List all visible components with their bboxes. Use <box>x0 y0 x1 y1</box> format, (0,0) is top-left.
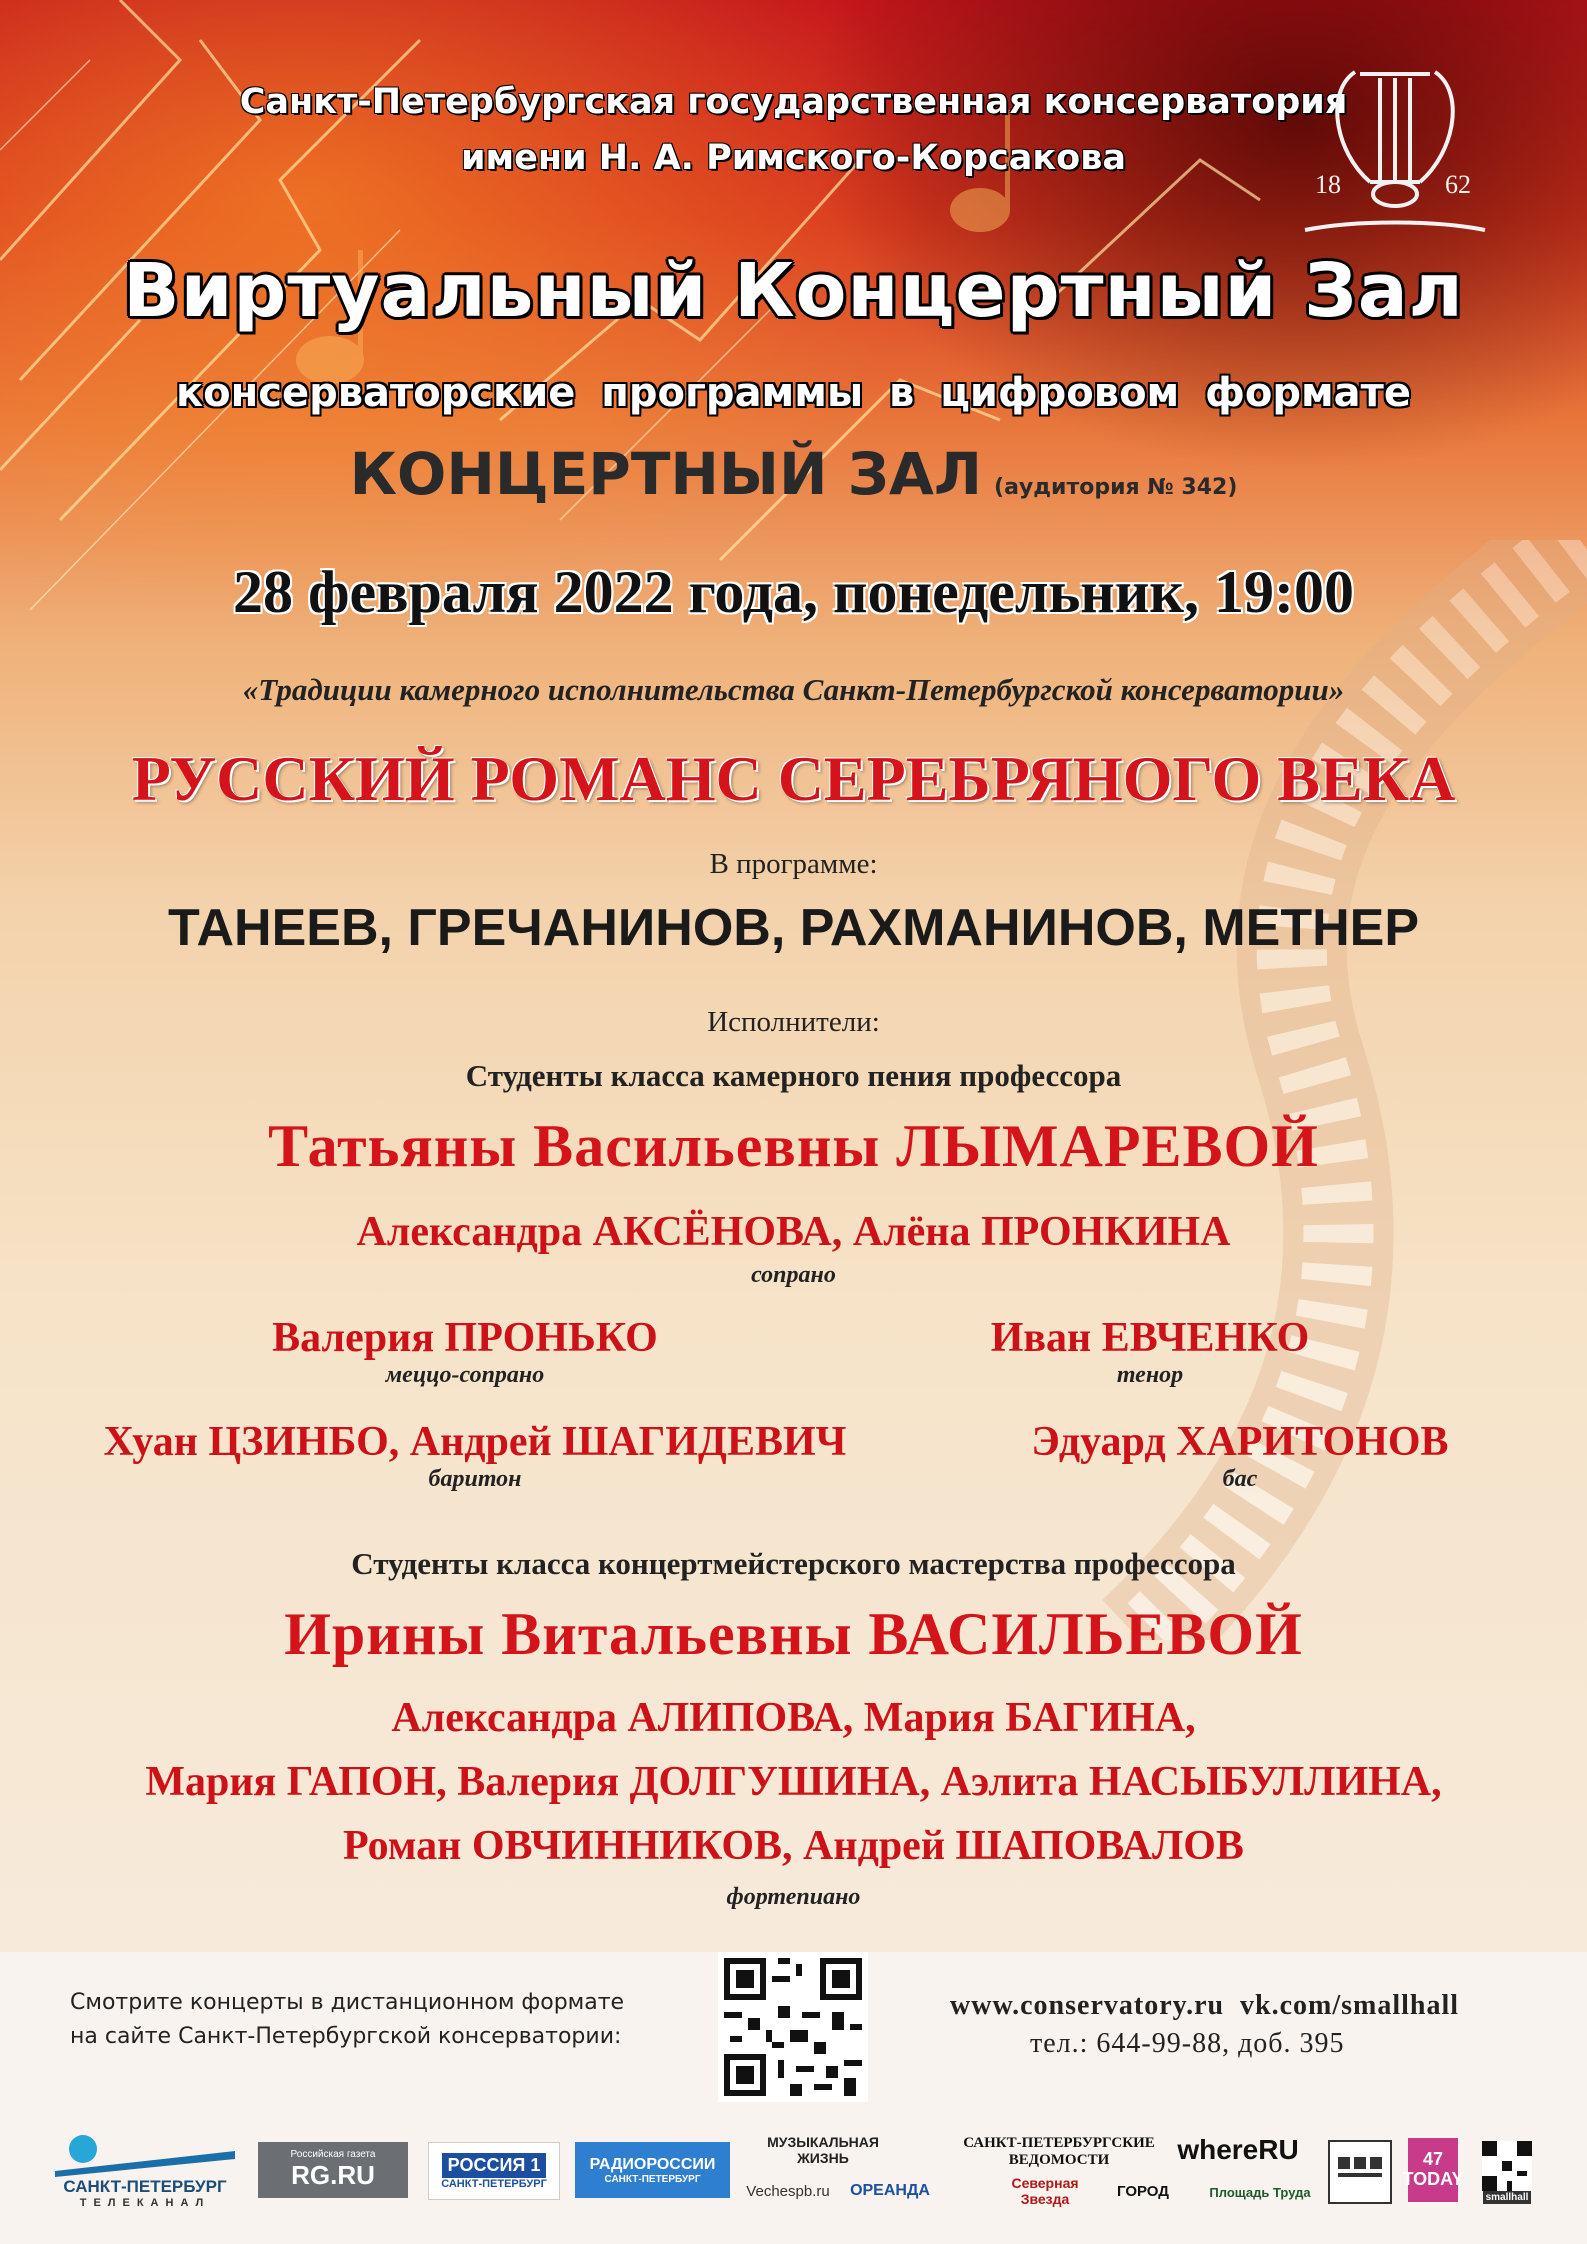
logo-47-today: 47 TODAY <box>1408 2138 1458 2202</box>
concert-title: РУССКИЙ РОМАНС СЕРЕБРЯНОГО ВЕКА <box>131 743 1456 814</box>
grid-logo-icon <box>1338 2157 1382 2187</box>
hall-name-text: КОНЦЕРТНЫЙ ЗАЛ <box>349 440 983 508</box>
phone-number: тел.: 644-99-88, доб. 395 <box>1030 2028 1345 2059</box>
smallhall-label: smallhall <box>1483 2191 1532 2204</box>
performers-label: Исполнители: <box>707 1006 880 1038</box>
watch-online-line1: Смотрите концерты в дистанционном формате <box>70 1990 625 2015</box>
spb-tv-name: САНКТ-ПЕТЕРБУРГ <box>63 2177 227 2196</box>
rg-top: Российская газета <box>290 2149 376 2160</box>
auditorium-number: (аудитория № 342) <box>994 475 1238 500</box>
soprano-label: сопрано <box>751 1262 836 1288</box>
spb-tv-logo-icon <box>55 2131 235 2177</box>
virtual-hall-title: Виртуальный Концертный Зал <box>123 248 1464 334</box>
watch-online-line2: на сайте Санкт-Петербургской консерватории: <box>70 2024 622 2049</box>
bass-names: Эдуард ХАРИТОНОВ <box>1031 1419 1449 1465</box>
vocal-professor-name: Татьяны Васильевны ЛЫМАРЕВОЙ <box>268 1113 1319 1179</box>
logo-oreanda: ОРЕАНДА <box>850 2182 930 2199</box>
logo-rg <box>258 2142 408 2198</box>
small-qr-icon <box>1482 2141 1532 2191</box>
hall-name <box>0 440 1587 508</box>
spb-tv-sub: ТЕЛЕКАНАЛ <box>79 2197 211 2209</box>
composers-list: ТАНЕЕВ, ГРЕЧАНИНОВ, РАХМАНИНОВ, МЕТНЕР <box>168 899 1419 957</box>
russia1-name: РОССИЯ 1 <box>442 2153 547 2178</box>
tenor-names: Иван ЕВЧЕНКО <box>990 1315 1310 1361</box>
piano-professor-name: Ирины Витальевны ВАСИЛЬЕВОЙ <box>284 1601 1303 1667</box>
website-link[interactable]: www.conservatory.ru <box>950 1990 1225 2021</box>
tenor-label: тенор <box>1116 1362 1184 1388</box>
baritone-names: Хуан ЦЗИНБО, Андрей ШАГИДЕВИЧ <box>103 1419 847 1465</box>
sponsor-logos <box>0 2120 1587 2230</box>
logo-radio-russia <box>575 2142 730 2198</box>
logo-muz-zhizn: МУЗЫКАЛЬНАЯ ЖИЗНЬ <box>767 2134 879 2166</box>
virtual-hall-subtitle: консерваторские программы в цифровом формате <box>176 370 1411 416</box>
qr-code[interactable] <box>718 1952 868 2102</box>
logo-box-icon <box>1328 2140 1392 2204</box>
rg-name: RG.RU <box>291 2160 375 2190</box>
pianists-line2: Мария ГАПОН, Валерия ДОЛГУШИНА, Аэлита НАСЫБУЛЛИНА, <box>145 1759 1442 1805</box>
logo-russia1 <box>428 2142 560 2200</box>
mezzo-names: Валерия ПРОНЬКО <box>272 1315 658 1361</box>
soprano-names: Александра АКСЁНОВА, Алёна ПРОНКИНА <box>356 1209 1231 1255</box>
logo-spb-tv <box>50 2120 240 2220</box>
bass-label: бас <box>1222 1466 1258 1492</box>
conservatory-name-line2: имени Н. А. Римского-Корсакова <box>461 138 1126 178</box>
event-date: 28 февраля 2022 года, понедельник, 19:00 <box>233 559 1354 625</box>
conservatory-name-line1: Санкт-Петербургская государственная консерватория <box>239 82 1348 122</box>
logo-gorod: ГОРОД <box>1117 2182 1169 2200</box>
conservatory-lyre-logo <box>1285 52 1505 237</box>
pianists-line3: Роман ОВЧИННИКОВ, Андрей ШАПОВАЛОВ <box>343 1823 1244 1869</box>
baritone-label: баритон <box>428 1466 522 1492</box>
baritone-block <box>100 1418 850 1493</box>
logo-ploshchad-truda: Площадь Труда <box>1209 2184 1311 2200</box>
bass-block <box>960 1418 1520 1493</box>
logo-smallhall-qr <box>1478 2132 1536 2212</box>
mezzo-label: меццо-сопрано <box>385 1362 545 1388</box>
lyre-icon <box>1285 52 1505 237</box>
series-title: «Традиции камерного исполнительства Санкт-Петербургской консерватории» <box>242 672 1345 707</box>
russia1-sub: САНКТ-ПЕТЕРБУРГ <box>441 2177 547 2190</box>
logo-vechespb: Vechespb.ru <box>746 2182 830 2200</box>
qr-code-icon <box>718 1952 868 2102</box>
logo-severnaya-zvezda: Северная Звезда <box>1011 2175 1079 2207</box>
logo-year-left: 18 <box>1315 170 1341 199</box>
radio-sub: САНКТ-ПЕТЕРБУРГ <box>604 2173 701 2185</box>
logo-where: whereRU <box>1177 2134 1299 2165</box>
tenor-block <box>900 1314 1400 1389</box>
pianists-line1: Александра АЛИПОВА, Мария БАГИНА, <box>391 1695 1196 1741</box>
vk-link[interactable]: vk.com/smallhall <box>1240 1990 1460 2021</box>
radio-name: РАДИОРОССИИ <box>589 2155 716 2173</box>
logo-year-right: 62 <box>1445 170 1471 199</box>
mezzo-block <box>180 1314 750 1389</box>
piano-label: фортепиано <box>726 1884 861 1910</box>
vocal-class-intro: Студенты класса камерного пения профессора <box>465 1058 1122 1093</box>
piano-class-intro: Студенты класса концертмейстерского мастерства профессора <box>351 1546 1236 1581</box>
logo-spb-vedomosti: САНКТ-ПЕТЕРБУРГСКИЕ ВЕДОМОСТИ <box>963 2135 1155 2168</box>
program-label: В программе: <box>709 848 878 880</box>
